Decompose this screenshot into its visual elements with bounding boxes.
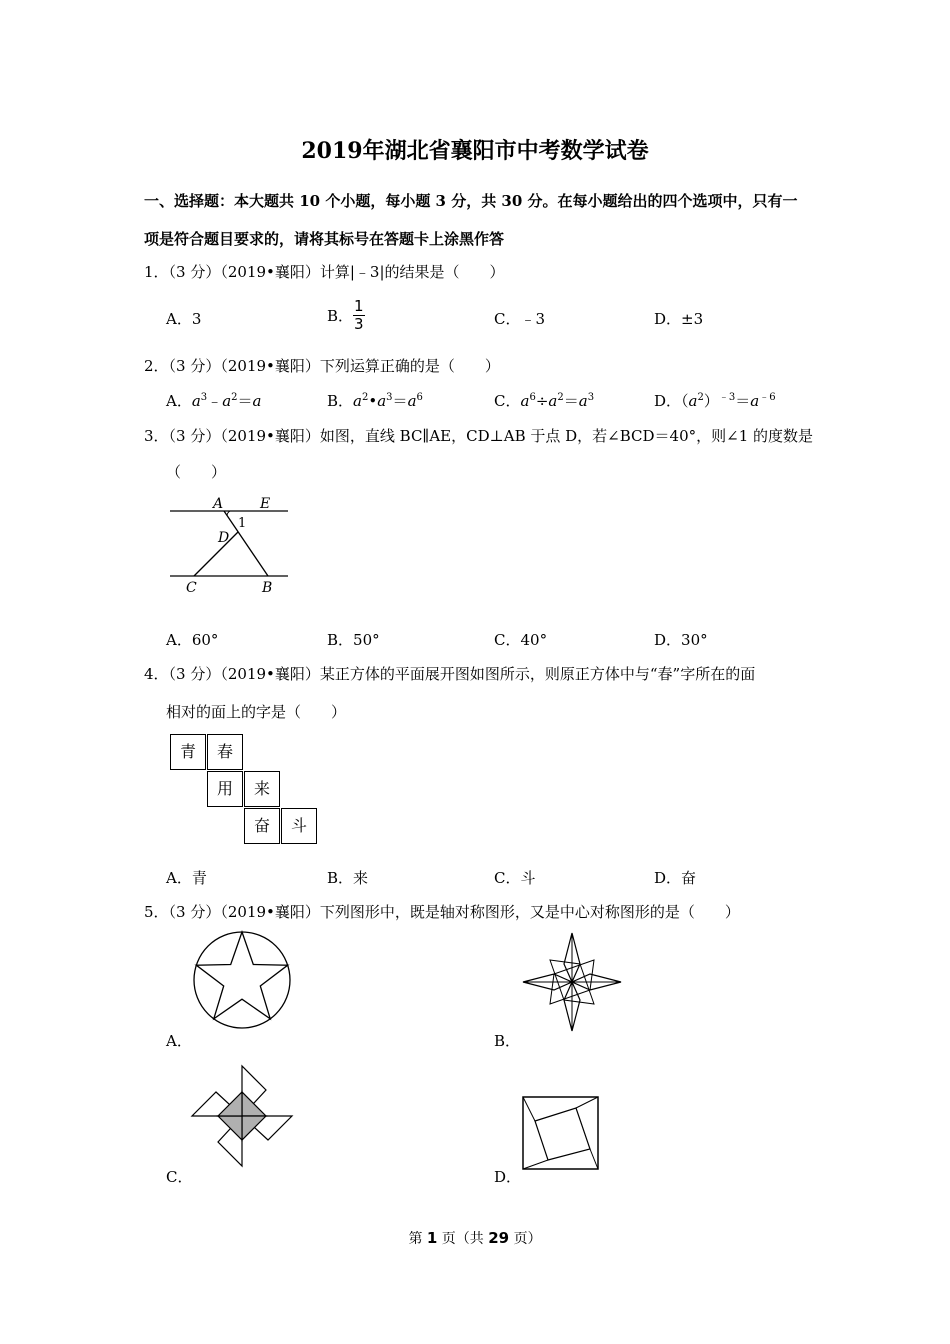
connector-line	[576, 1097, 598, 1108]
cube-net-figure	[170, 734, 322, 848]
fraction-one-third	[353, 298, 365, 333]
q2-option-a: A．$a^3﹣a^2=a$	[166, 392, 262, 410]
pinwheel-figure	[190, 1064, 296, 1170]
net-cell: 来	[244, 771, 280, 807]
fraction-numerator: 1	[354, 297, 364, 315]
net-cell: 春	[207, 734, 243, 770]
point-d-label: D	[218, 530, 230, 546]
q5-stem: 5．（3 分）（2019•襄阳）下列图形中，既是轴对称图形，又是中心对称图形的是（ ）	[144, 903, 740, 921]
q4-option-c: C．斗	[494, 869, 536, 887]
q4-stem-line1: 4．（3 分）（2019•襄阳）某正方体的平面展开图如图所示，则原正方体中与“春”字所在的面	[144, 665, 756, 683]
q1-stem: 1．（3 分）（2019•襄阳）计算|﹣3|的结果是（ ）	[144, 263, 505, 281]
q3-geometry-figure	[160, 490, 300, 600]
outer-circle	[194, 932, 290, 1028]
inner-square	[535, 1108, 590, 1160]
footer-total-pages: 29	[488, 1229, 510, 1247]
q1-option-b-label: B．	[327, 307, 354, 325]
angle-1-arc	[227, 511, 230, 516]
point-c-label: C	[186, 580, 197, 596]
q3-option-b: B．50°	[327, 631, 380, 649]
footer-mid: 页（共	[441, 1231, 484, 1247]
q4-option-a: A．青	[166, 869, 207, 887]
q3-stem-line1: 3．（3 分）（2019•襄阳）如图，直线 BC∥AE，CD⊥AB 于点 D，若∠BCD＝40°，则∠1 的度数是	[144, 427, 814, 445]
q4-option-d: D．奋	[654, 869, 697, 887]
point-b-label: B	[262, 580, 273, 596]
star-in-circle-figure	[190, 930, 296, 1030]
net-cell: 斗	[281, 808, 317, 844]
footer-page-number: 1	[426, 1229, 438, 1247]
q2-stem: 2．（3 分）（2019•襄阳）下列运算正确的是（ ）	[144, 357, 500, 375]
footer-pre: 第	[408, 1231, 423, 1247]
q3-option-a: A．60°	[166, 631, 219, 649]
net-cell: 青	[170, 734, 206, 770]
page-title: 2019年湖北省襄阳市中考数学试卷	[301, 138, 649, 164]
line-cd	[194, 532, 238, 576]
q2-option-b: B．$a^2•a^3=a^6$	[327, 392, 423, 410]
q5-option-a: A．	[166, 1032, 192, 1050]
point-a-label: A	[213, 496, 224, 512]
fraction-denominator: 3	[354, 315, 364, 333]
q1-option-c: C．﹣3	[494, 310, 546, 328]
q5-option-b: B．	[494, 1032, 521, 1050]
q2-option-d: D．$(a^2)^{﹣3}=a^{﹣6}$	[654, 392, 776, 410]
q3-option-c: C．40°	[494, 631, 548, 649]
q3-stem-line2: （ ）	[166, 463, 227, 481]
q4-option-b: B．来	[327, 869, 369, 887]
outer-square	[523, 1097, 598, 1169]
q5-option-d: D．	[494, 1168, 522, 1186]
q1-option-b	[327, 298, 365, 333]
connector-line	[523, 1097, 535, 1121]
q2-option-c: C．$a^6\div a^2=a^3$	[494, 392, 595, 410]
q1-option-a: A．3	[166, 310, 202, 328]
compass-star-figure	[520, 930, 624, 1034]
q5-option-c: C．	[166, 1168, 193, 1186]
page-footer	[0, 1228, 950, 1248]
point-e-label: E	[260, 496, 271, 512]
q3-option-d: D．30°	[654, 631, 708, 649]
square-in-square-figure	[520, 1094, 602, 1172]
q4-stem-line2: 相对的面上的字是（ ）	[166, 703, 347, 721]
section-heading-line1: 一、选择题：本大题共 10 个小题，每小题 3 分，共 30 分。在每小题给出的四个选项中，只有一	[144, 192, 798, 210]
connector-line	[523, 1160, 548, 1169]
angle-1-label: 1	[238, 516, 247, 531]
section-heading-line2: 项是符合题目要求的，请将其标号在答题卡上涂黑作答	[144, 230, 505, 248]
net-cell: 奋	[244, 808, 280, 844]
connector-line	[590, 1149, 598, 1169]
net-cell: 用	[207, 771, 243, 807]
q1-option-d: D．±3	[654, 310, 704, 328]
footer-post: 页）	[513, 1231, 542, 1247]
